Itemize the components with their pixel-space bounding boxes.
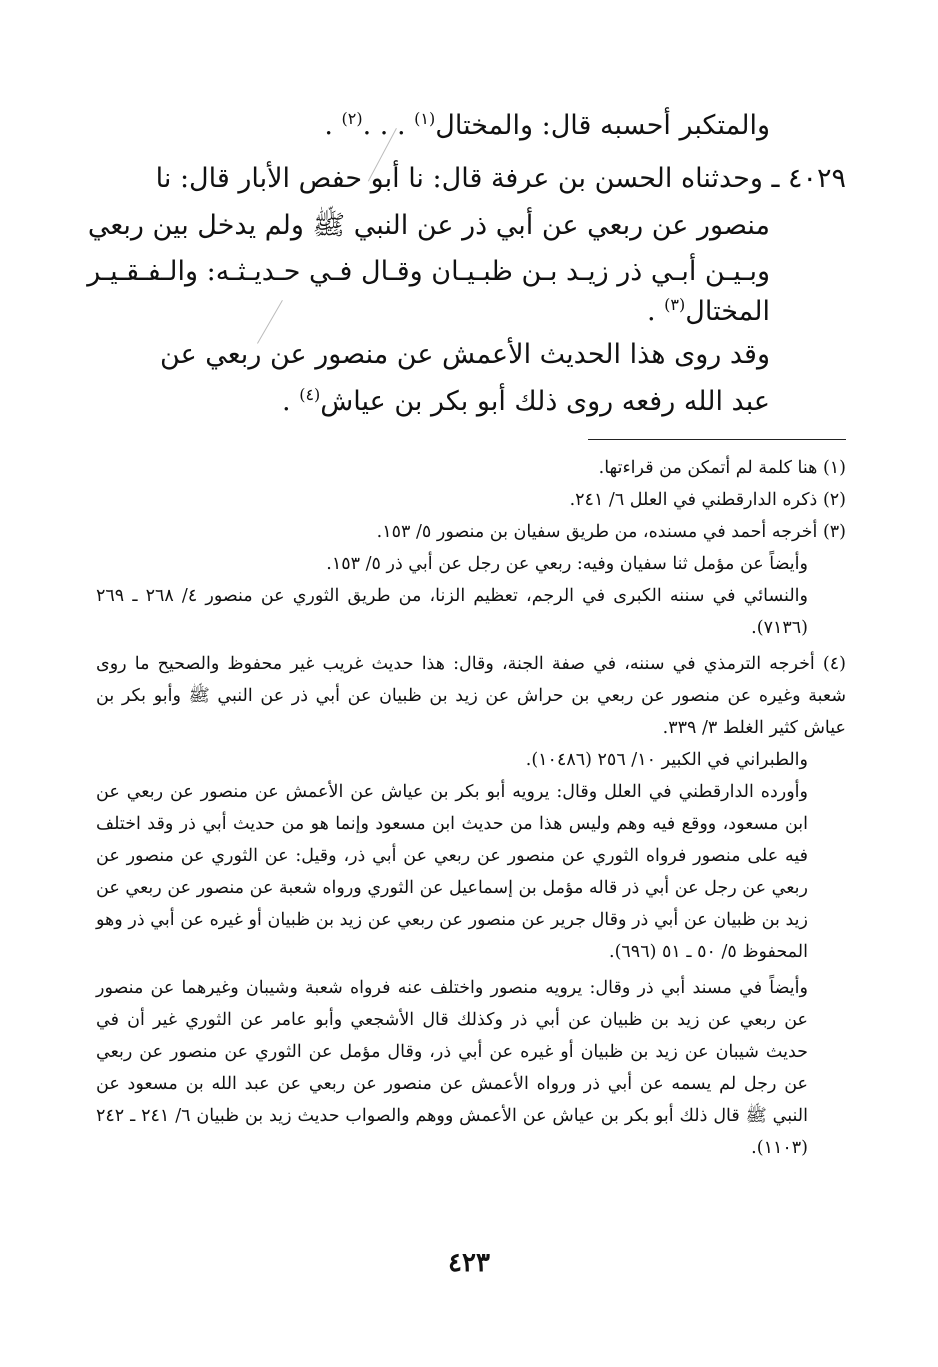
- text-line-3: [88, 204, 770, 248]
- footnote-text: ذكره الدارقطني في العلل ٦/ ٢٤١.: [569, 490, 818, 510]
- footnote-2: [96, 484, 846, 516]
- text-line-6: [160, 333, 770, 377]
- period: .: [324, 110, 342, 141]
- footnote-4: [96, 648, 846, 744]
- footnote-ref[interactable]: (٤): [299, 385, 321, 404]
- text-line-4: [87, 250, 770, 294]
- text-line-2: [156, 157, 846, 201]
- footnote-number: (٤): [822, 654, 846, 674]
- line-text: عبد الله رفعه روى ذلك أبو بكر بن عياش: [320, 386, 770, 417]
- footnote-1: [96, 452, 846, 484]
- footnote-4-continued: وأيضاً في مسند أبي ذر وقال: يرويه منصور واختلف عنه فرواه شعبة وشيبان وغيرهما عن منصور عن ربعي عن زيد بن ظبيان عن أبي ذر وكذلك قال الأشجعي وأبو عامر عن الثوري غير أن في حديث شيبان عن زيد بن ظبيان أو غيره عن أبي ذر، وقال مؤمل عن الثوري عن منصور عن ربعي عن رجل لم يسمه عن أبي ذر ورواه الأعمش عن منصور عن ربعي عن عبد الله بن مسعود عن النبي ﷺ قال ذلك أبو بكر بن عياش عن الأعمش ووهم والصواب حديث زيد بن ظبيان ٦/ ٢٤١ ـ ٢٤٢ (١١٠٣).: [96, 978, 808, 1158]
- ellipsis: . . .: [362, 110, 415, 141]
- footnote-text: أخرجه أحمد في مسنده، من طريق سفيان بن منصور ٥/ ١٥٣.: [376, 522, 818, 542]
- hadith-number: ٤٠٢٩ ـ: [771, 163, 846, 194]
- line-text: وبـيـن أبـي ذر زيـد بـن ظبـيـان وقـال فـي حـديـثـه: والـفـقـيـر: [87, 256, 770, 287]
- line-text: والمتكبر أحسبه قال: والمختال: [435, 110, 770, 141]
- footnote-ref[interactable]: (٣): [664, 295, 686, 314]
- period: .: [646, 296, 665, 327]
- footnote-ref[interactable]: (٢): [341, 109, 363, 128]
- text-line-5: [647, 290, 770, 334]
- text-line-7: [282, 380, 770, 424]
- line-text: وقد روى هذا الحديث الأعمش عن منصور عن ربعي عن: [160, 339, 770, 370]
- footnote-ref[interactable]: (١): [414, 109, 436, 128]
- footnote-separator: [588, 439, 846, 440]
- footnote-4-continued: وأورده الدارقطني في العلل وقال: يرويه أبو بكر بن عياش عن الأعمش عن منصور عن ربعي عن ابن مسعود، ووقع فيه وهم وليس هذا من حديث ابن مسعود وإنما هو من حديث أبي ذر وقد اختلف فيه على منصور فرواه الثوري عن منصور عن ربعي عن أبي ذر، وقيل: عن الثوري عن منصور عن ربعي عن رجل عن أبي ذر قاله مؤمل بن إسماعيل عن الثوري ورواه شعبة عن منصور عن ربعي عن زيد بن ظبيان عن أبي ذر وقال جرير عن منصور عن ربعي عن زيد بن ظبيان أو غيره عن أبي ذر وهو المحفوظ ٥/ ٥٠ ـ ٥١ (٦٩٦).: [96, 782, 808, 962]
- footnote-number: (٣): [822, 522, 846, 542]
- footnotes: [96, 452, 846, 1164]
- period: .: [282, 386, 300, 417]
- footnote-number: (١): [822, 458, 846, 478]
- footnote-4-continued: والطبراني في الكبير ١٠/ ٢٥٦ (١٠٤٨٦).: [525, 750, 808, 770]
- page-number: ٤٢٣: [448, 1248, 490, 1278]
- text-line-1: [324, 104, 770, 148]
- footnote-text: هنا كلمة لم أتمكن من قراءتها.: [598, 458, 818, 478]
- footnote-3-continued: وأيضاً عن مؤمل ثنا سفيان وفيه: ربعي عن رجل عن أبي ذر ٥/ ١٥٣.: [326, 554, 808, 574]
- line-text: منصور عن ربعي عن أبي ذر عن النبي ﷺ ولم يدخل بين ربعي: [87, 210, 770, 241]
- line-text: وحدثناه الحسن بن عرفة قال: نا أبو حفص الأبار قال: نا: [155, 163, 763, 194]
- footnote-3: [96, 516, 846, 548]
- line-text: المختال: [685, 296, 770, 327]
- footnote-number: (٢): [822, 490, 846, 510]
- footnote-text: أخرجه الترمذي في سننه، في صفة الجنة، وقال: هذا حديث غريب غير محفوظ والصحيح ما روى شعبة وغيره عن منصور عن ربعي بن حراش عن زيد بن ظبيان عن أبي ذر عن النبي ﷺ وأبو بكر بن عياش كثير الغلط ٣/ ٣٣٩.: [96, 654, 846, 738]
- footnote-3-continued: والنسائي في سننه الكبرى في الرجم، تعظيم الزنا، من طريق الثوري عن منصور ٤/ ٢٦٨ ـ ٢٦٩ (٧١٣٦).: [96, 586, 808, 638]
